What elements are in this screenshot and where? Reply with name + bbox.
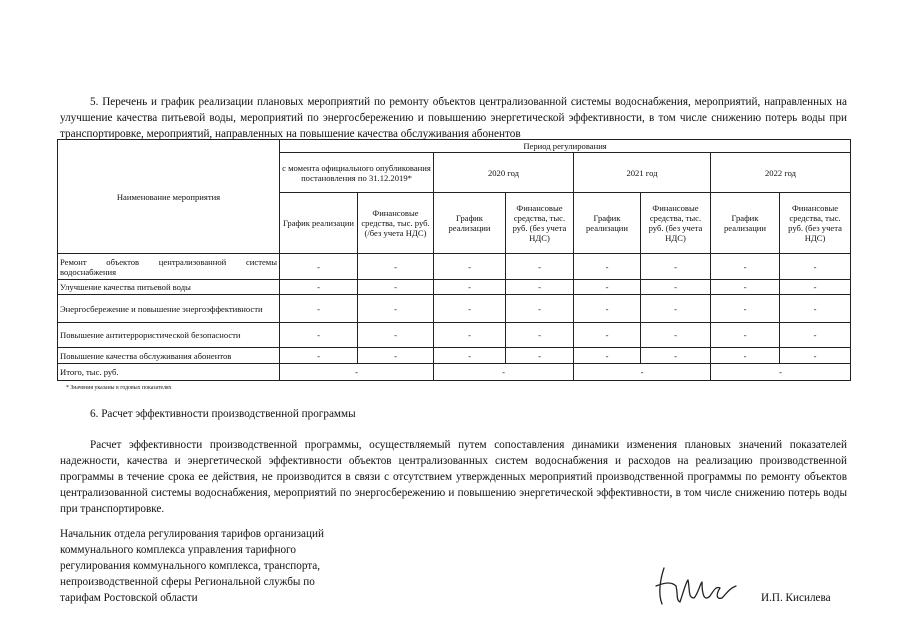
activity-name-cell: Ремонт объектов централизованной системы водоснабжения bbox=[58, 254, 280, 280]
table-row bbox=[58, 295, 851, 323]
schedule-cell: - bbox=[711, 280, 780, 295]
subheader-schedule: График реализации bbox=[280, 193, 358, 254]
subheader-finance: Финансовые средства, тыс. руб. (без учета НДС) bbox=[506, 193, 574, 254]
schedule-cell: - bbox=[574, 295, 641, 323]
schedule-cell: - bbox=[280, 348, 358, 364]
total-label: Итого, тыс. руб. bbox=[58, 364, 280, 381]
finance-cell: - bbox=[641, 348, 711, 364]
schedule-cell: - bbox=[574, 348, 641, 364]
finance-cell: - bbox=[641, 254, 711, 280]
section-6-body bbox=[60, 437, 847, 517]
period-header: 2021 год bbox=[574, 153, 711, 193]
schedule-cell: - bbox=[280, 280, 358, 295]
handwritten-signature bbox=[650, 560, 740, 610]
schedule-cell: - bbox=[434, 254, 506, 280]
schedule-cell: - bbox=[434, 280, 506, 295]
total-cell: - bbox=[574, 364, 711, 381]
schedule-cell: - bbox=[574, 280, 641, 295]
subheader-schedule: График реализации bbox=[434, 193, 506, 254]
finance-cell: - bbox=[780, 323, 851, 348]
finance-cell: - bbox=[506, 323, 574, 348]
signatory-position-line: регулирования коммунального комплекса, транспорта, bbox=[60, 560, 321, 572]
schedule-cell: - bbox=[280, 295, 358, 323]
column-header-period: Период регулирования bbox=[280, 140, 851, 153]
total-cell: - bbox=[434, 364, 574, 381]
subheader-schedule: График реализации bbox=[574, 193, 641, 254]
schedule-cell: - bbox=[280, 323, 358, 348]
schedule-cell: - bbox=[574, 254, 641, 280]
finance-cell: - bbox=[780, 295, 851, 323]
activity-name-cell: Повышение качества обслуживания абонентов bbox=[58, 348, 280, 364]
schedule-cell: - bbox=[711, 254, 780, 280]
schedule-cell: - bbox=[280, 254, 358, 280]
signatory-position-line: коммунального комплекса управления тарифного bbox=[60, 544, 296, 556]
schedule-cell: - bbox=[711, 295, 780, 323]
activities-schedule-table bbox=[57, 139, 851, 381]
column-header-activity-name: Наименование мероприятия bbox=[58, 140, 280, 254]
schedule-cell: - bbox=[711, 348, 780, 364]
period-header: 2020 год bbox=[434, 153, 574, 193]
section-6-paragraph: Расчет эффективности производственной программы, осуществляемый путем сопоставления динамики изменения плановых значений показателей надежности, качества и энергетической эффективности объектов централизованных систем водоснабжения и расходов на реализацию производственной программы в течение срока ее действия, не производится в связи с отсутствием утвержденных мероприятий производственной программы по ремонту объектов централизованной системы водоснабжения, мероприятий по энергосбережению и повышению энергетической эффективности, в том числе снижению потерь воды при транспортировке. bbox=[60, 439, 847, 515]
activity-name-cell: Повышение антитеррористической безопасности bbox=[58, 323, 280, 348]
section-6-title: 6. Расчет эффективности производственной программы bbox=[90, 408, 356, 420]
finance-cell: - bbox=[641, 280, 711, 295]
finance-cell: - bbox=[641, 323, 711, 348]
finance-cell: - bbox=[358, 280, 434, 295]
schedule-cell: - bbox=[574, 323, 641, 348]
table-total-row bbox=[58, 364, 851, 381]
schedule-cell: - bbox=[434, 323, 506, 348]
period-header: с момента официального опубликования постановления по 31.12.2019* bbox=[280, 153, 434, 193]
table-row bbox=[58, 323, 851, 348]
signatory-name: И.П. Кисилева bbox=[761, 592, 831, 604]
section-5-title: 5. Перечень и график реализации плановых мероприятий по ремонту объектов централизованной системы водоснабжения, мероприятий, направленных на улучшение качества питьевой воды, мероприятий по энергосбережению и повышению энергетической эффективности, в том числе снижению потерь воды при транспортировке, мероприятий, направленных на повышение качества обслуживания абонентов bbox=[60, 96, 847, 140]
activity-name-cell: Энергосбережение и повышение энергоэффективности bbox=[58, 295, 280, 323]
period-header: 2022 год bbox=[711, 153, 851, 193]
table-row bbox=[58, 348, 851, 364]
signatory-position bbox=[60, 526, 390, 606]
total-cell: - bbox=[280, 364, 434, 381]
finance-cell: - bbox=[506, 348, 574, 364]
table-row bbox=[58, 254, 851, 280]
finance-cell: - bbox=[780, 254, 851, 280]
finance-cell: - bbox=[780, 348, 851, 364]
finance-cell: - bbox=[358, 295, 434, 323]
signatory-position-line: Начальник отдела регулирования тарифов организаций bbox=[60, 528, 324, 540]
finance-cell: - bbox=[506, 295, 574, 323]
subheader-finance: Финансовые средства, тыс. руб. (/без учета НДС) bbox=[358, 193, 434, 254]
finance-cell: - bbox=[780, 280, 851, 295]
signatory-position-line: тарифам Ростовской области bbox=[60, 592, 198, 604]
finance-cell: - bbox=[358, 254, 434, 280]
subheader-finance: Финансовые средства, тыс. руб. (без учета НДС) bbox=[641, 193, 711, 254]
finance-cell: - bbox=[358, 348, 434, 364]
total-cell: - bbox=[711, 364, 851, 381]
schedule-cell: - bbox=[434, 348, 506, 364]
schedule-cell: - bbox=[711, 323, 780, 348]
signatory-position-line: непроизводственной сферы Региональной службы по bbox=[60, 576, 315, 588]
table-footnote: * Значения указаны в годовых показателях bbox=[66, 385, 172, 391]
subheader-finance: Финансовые средства, тыс. руб. (без учета НДС) bbox=[780, 193, 851, 254]
schedule-cell: - bbox=[434, 295, 506, 323]
finance-cell: - bbox=[358, 323, 434, 348]
table-row bbox=[58, 280, 851, 295]
activity-name-cell: Улучшение качества питьевой воды bbox=[58, 280, 280, 295]
subheader-schedule: График реализации bbox=[711, 193, 780, 254]
finance-cell: - bbox=[506, 254, 574, 280]
table-header-row-1 bbox=[58, 140, 851, 153]
finance-cell: - bbox=[641, 295, 711, 323]
finance-cell: - bbox=[506, 280, 574, 295]
